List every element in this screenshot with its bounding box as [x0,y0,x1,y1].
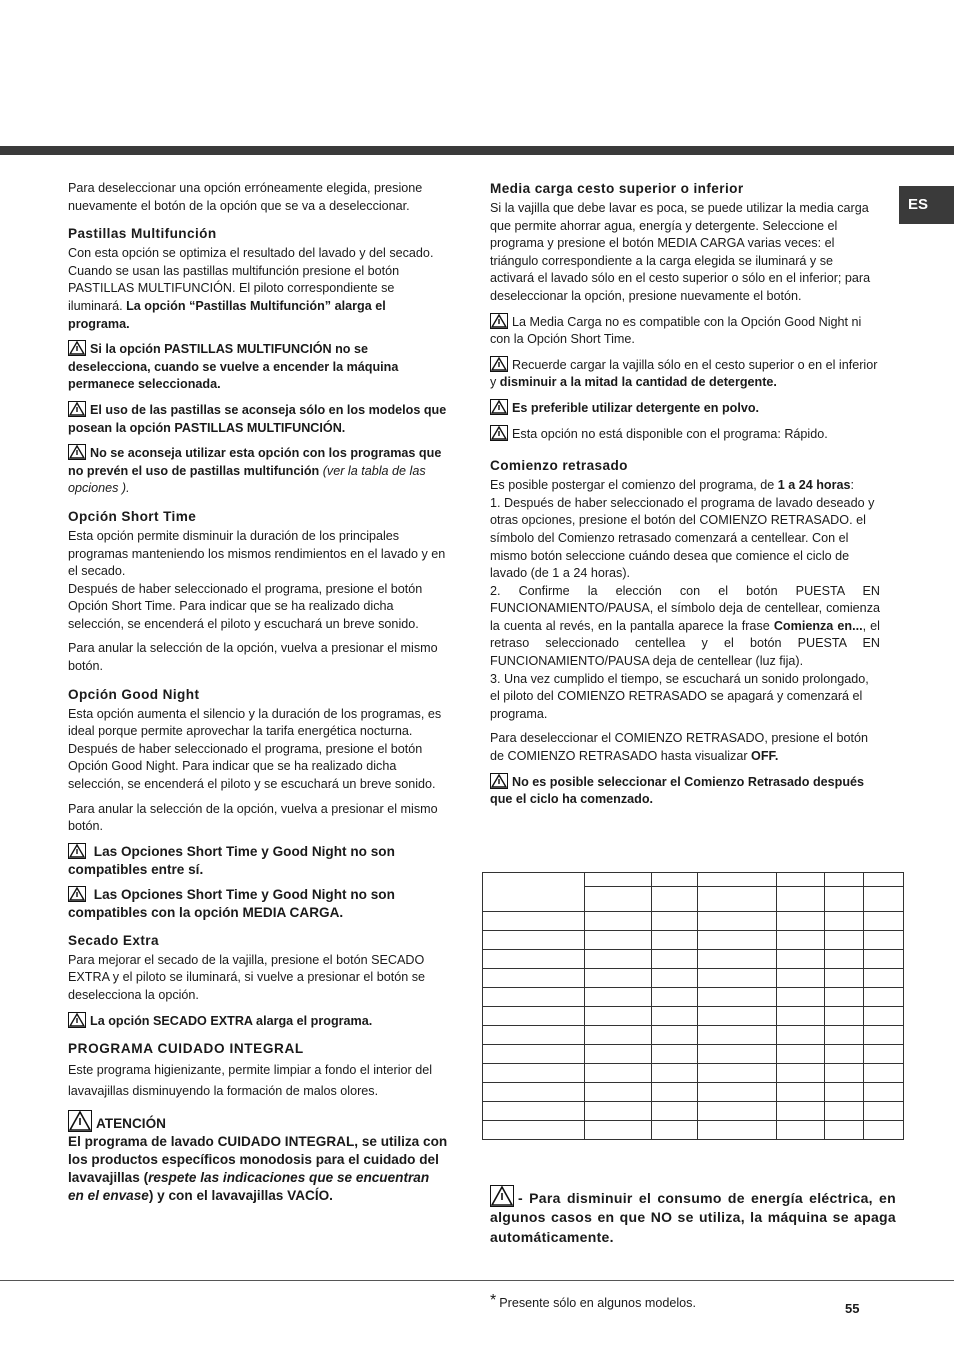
table-cell [825,988,864,1007]
media-carga-warning-4 [490,425,880,444]
table-cell [651,1083,698,1102]
table-cell [864,887,904,912]
table-cell [777,969,825,988]
media-carga-p1: Si la vajilla que debe lavar es poca, se puede utilizar la media carga que permite ahorrar agua, energía y detergente. Seleccione el programa y presione el botón MEDIA CARGA varias veces: el triángulo correspondiente a la carga elegida se iluminará y se activará el lavado sólo en el cesto superior o sólo en el inferior; para deseleccionar la opción, presione nuevamente el botón. [490,201,871,303]
cuidado-attention [68,1110,448,1133]
table-cell [825,950,864,969]
pastillas-p2 [68,263,448,333]
media-carga-warning-4-text: Esta opción no está disponible con el programa: Rápido. [512,426,828,441]
table-cell [825,873,864,887]
table-cell [651,1064,698,1083]
cuidado-p1: Este programa higienizante, permite limpiar a fondo el interior del lavavajillas disminuyendo la formación de malos olores. [68,1063,433,1099]
table-row [483,1045,904,1064]
short-time-p3: Para anular la selección de la opción, vuelva a presionar el mismo botón. [68,641,438,674]
pastillas-warning-1 [68,340,448,394]
table-cell [777,988,825,1007]
table-header-row [483,873,904,887]
table-cell [483,1121,585,1140]
comienzo-step-2-end: , el retraso seleccionado centellea y el botón PUESTA EN FUNCIONAMIENTO/PAUSA deja de centellear (luz fija). [490,618,880,669]
table-cell [825,1026,864,1045]
table-cell [825,1007,864,1026]
table-cell [698,873,777,887]
warning-icon [68,843,86,859]
table-cell [777,1007,825,1026]
table-cell [651,988,698,1007]
media-carga-warning-2-bold: disminuir a la mitad la cantidad de detergente. [499,375,777,390]
table-cell [864,912,904,931]
table-cell [864,988,904,1007]
warning-icon [490,425,508,441]
table-cell [651,1045,698,1064]
warning-icon [490,1185,514,1207]
table-cell [584,1064,651,1083]
pastillas-warning-3-italic: (ver la tabla de las opciones ). [68,463,426,496]
page-number: 55 [845,1301,860,1316]
table-cell [584,887,651,912]
table-cell [651,912,698,931]
table-cell [483,1083,585,1102]
table-cell [651,873,698,887]
table-row [483,1083,904,1102]
table-cell [651,1007,698,1026]
comienzo-step-2-text: 2. Confirme la elección con el botón PUESTA EN FUNCIONAMIENTO/PAUSA, el símbolo deja de centellear, comienza la cuenta al revés, en la pantalla aparece la frase [490,583,880,633]
comienzo-p1-text: Es posible postergar el comienzo del programa, de [490,478,775,493]
table-cell [483,873,585,912]
secado-p1: Para mejorar el secado de la vajilla, presione el botón SECADO EXTRA y el piloto se iluminará, si vuelve a presionar el botón se deselecciona la opción. [68,952,426,1002]
table-cell [483,950,585,969]
table-cell [777,912,825,931]
cuidado-p2-text: El programa de lavado CUIDADO INTEGRAL, se utiliza con los productos específicos monodosis para el cuidado del lavavajillas ( [68,1134,448,1186]
table-cell [698,1102,777,1121]
pastillas-warning-2 [68,401,448,437]
table-cell [584,1083,651,1102]
good-night-warning-2 [68,886,448,922]
table-cell [777,1064,825,1083]
pastillas-p2-text: Cuando se usan las pastillas multifunción presione el botón PASTILLAS MULTIFUNCIÓN. El piloto correspondiente se iluminará. [68,263,400,313]
table-cell [651,1026,698,1045]
comienzo-warning [490,773,880,809]
good-night-warning-1 [68,843,448,879]
table-cell [864,1064,904,1083]
table-cell [698,950,777,969]
warning-icon [68,1012,86,1028]
table-row [483,1064,904,1083]
comienzo-step-3: 3. Una vez cumplido el tiempo, se escuchará un sonido prolongado, el piloto del COMIENZO RETRASADO se apagará y comenzará el programa. [490,671,869,721]
comienzo-p2-text: Para deseleccionar el COMIENZO RETRASADO, presione el botón de COMIENZO RETRASADO hasta visualizar [490,731,868,764]
table-cell [584,1045,651,1064]
warning-icon [490,356,508,372]
table-cell [698,912,777,931]
pastillas-p1: Con esta opción se optimiza el resultado del lavado y del secado. [68,246,434,261]
table-cell [651,887,698,912]
good-night-p3: Para anular la selección de la opción, vuelva a presionar el mismo botón. [68,801,438,834]
media-carga-warning-1 [490,313,880,349]
table-cell [777,1026,825,1045]
table-cell [698,887,777,912]
energy-warning-text: - Para disminuir el consumo de energía eléctrica, en algunos casos en que NO se utiliza, la máquina se apaga automáticamente. [490,1190,896,1245]
table-cell [698,1083,777,1102]
table-cell [777,1083,825,1102]
language-tab: ES [899,186,954,224]
options-table [482,872,904,1140]
table-cell [584,950,651,969]
table-cell [651,1121,698,1140]
attention-label: ATENCIÓN [96,1116,166,1132]
table-cell [698,1064,777,1083]
footnote-star: * [490,1292,497,1309]
table-cell [777,950,825,969]
table-row [483,1102,904,1121]
table-row [483,1121,904,1140]
table-cell [698,1121,777,1140]
warning-icon [68,1110,92,1132]
table-cell [584,931,651,950]
table-cell [864,1121,904,1140]
warning-icon [490,313,508,329]
table-cell [584,1121,651,1140]
good-night-p2: Después de haber seleccionado el programa, presione el botón Opción Good Night. Para indicar que se ha realizado dicha selección, se encenderá el piloto y se escuchará un breve sonido. [68,741,436,792]
table-cell [483,969,585,988]
table-cell [777,1045,825,1064]
header-bar [0,146,954,155]
cuidado-p2 [68,1133,448,1205]
table-cell [864,1007,904,1026]
table-cell [651,1102,698,1121]
table-row [483,1026,904,1045]
table-cell [483,1064,585,1083]
pastillas-heading: Pastillas Multifunción [68,226,217,242]
table-cell [698,1045,777,1064]
table-cell [584,1007,651,1026]
table-cell [483,1026,585,1045]
warning-icon [68,444,86,460]
pastillas-p2-bold: La opción “Pastillas Multifunción” alarga el programa. [68,298,386,331]
table-cell [698,1026,777,1045]
short-time-p1: Esta opción permite disminuir la duración de los principales programas manteniendo los mismos rendimientos en el lavado y en el secado. [68,528,446,579]
table-cell [777,1102,825,1121]
pastillas-warning-3 [68,444,448,498]
table-cell [864,873,904,887]
table-cell [483,1007,585,1026]
table-cell [584,1102,651,1121]
comienzo-step-2 [490,583,880,671]
intro-paragraph: Para deseleccionar una opción erróneamente elegida, presione nuevamente el botón de la opción que se va a deseleccionar. [68,181,423,213]
comienzo-p2 [490,730,880,765]
good-night-p1: Esta opción aumenta el silencio y la duración de los programas, es ideal porque permite aprovechar la tarifa energética nocturna. [68,706,442,739]
table-cell [584,988,651,1007]
table-cell [651,969,698,988]
table-cell [777,931,825,950]
warning-icon [490,773,508,789]
short-time-heading: Opción Short Time [68,508,197,524]
table-cell [584,969,651,988]
table-cell [825,912,864,931]
table-cell [584,1026,651,1045]
secado-warning [68,1012,448,1031]
table-row [483,1007,904,1026]
short-time-p2: Después de haber seleccionado el programa, presione el botón Opción Short Time. Para indicar que se ha realizado dicha selección, se encenderá el piloto y escuchará un breve sonido. [68,581,423,631]
table-cell [825,969,864,988]
table-cell [698,988,777,1007]
comienzo-p1-bold: 1 a 24 horas [777,478,851,493]
comienzo-step-1: 1. Después de haber seleccionado el programa de lavado deseado y otras opciones, presione el botón del COMIENZO RETRASADO. el símbolo del Comienzo retrasado comenzará a centellear. Con el mismo botón seleccione cuándo desea que comience el ciclo de lavado (de 1 a 24 horas). [490,495,875,581]
table-cell [864,1026,904,1045]
comienzo-heading: Comienzo retrasado [490,458,628,474]
table-row [483,969,904,988]
table-cell [864,950,904,969]
media-carga-warning-2-text: Recuerde cargar la vajilla sólo en el cesto superior o en el inferior y [490,357,878,390]
table-row [483,950,904,969]
footnote [490,1292,696,1310]
energy-warning [490,1185,896,1247]
cuidado-heading: PROGRAMA CUIDADO INTEGRAL [68,1041,304,1057]
warning-icon [68,340,86,356]
table-cell [825,887,864,912]
comienzo-step-2-bold: Comienza en... [773,618,863,633]
table-cell [483,931,585,950]
table-cell [698,1007,777,1026]
secado-warning-text: La opción SECADO EXTRA alarga el programa. [90,1013,373,1028]
media-carga-warning-1-text: La Media Carga no es compatible con la Opción Good Night ni con la Opción Short Time. [490,314,862,347]
good-night-heading: Opción Good Night [68,686,200,702]
table-cell [584,873,651,887]
table-cell [777,1121,825,1140]
comienzo-p1-colon: : [850,478,855,493]
table-cell [825,1064,864,1083]
table-cell [651,931,698,950]
comienzo-p2-bold: OFF. [751,749,779,764]
table-cell [777,873,825,887]
table-cell [483,1045,585,1064]
comienzo-warning-text: No es posible seleccionar el Comienzo Retrasado después que el ciclo ha comenzado. [490,774,865,807]
warning-icon [68,886,86,902]
warning-icon [68,401,86,417]
pastillas-warning-3-text: No se aconseja utilizar esta opción con los programas que no prevén el uso de pastillas multifunción [68,446,442,478]
table-cell [825,1083,864,1102]
table-cell [777,887,825,912]
comienzo-p1 [490,477,880,495]
media-carga-warning-2 [490,356,880,392]
table-cell [698,931,777,950]
media-carga-warning-3-text: Es preferible utilizar detergente en polvo. [512,400,760,415]
table-cell [483,988,585,1007]
table-cell [825,931,864,950]
cuidado-p2-italic: respete las indicaciones que se encuentran en el envase [68,1170,430,1204]
right-column [490,180,880,816]
footnote-text: Presente sólo en algunos modelos. [499,1296,696,1310]
table-cell [698,969,777,988]
footer-rule [0,1280,954,1281]
table-cell [864,1102,904,1121]
good-night-warning-2-text: Las Opciones Short Time y Good Night no son compatibles con la opción MEDIA CARGA. [68,886,395,920]
left-column [68,180,448,1212]
table-cell [864,969,904,988]
media-carga-heading: Media carga cesto superior o inferior [490,181,744,196]
table-row [483,988,904,1007]
table-cell [864,1083,904,1102]
table-cell [825,1121,864,1140]
table-cell [825,1102,864,1121]
table-cell [483,1102,585,1121]
table-cell [864,931,904,950]
table-row [483,931,904,950]
table-cell [825,1045,864,1064]
warning-icon [490,399,508,415]
cuidado-p2-end: ) y con el lavavajillas VACÍO. [148,1188,333,1204]
table-cell [584,912,651,931]
pastillas-warning-1-text: Si la opción PASTILLAS MULTIFUNCIÓN no se deselecciona, cuando se vuelve a encender la máquina permanece seleccionada. [68,342,399,392]
table-row [483,912,904,931]
secado-heading: Secado Extra [68,932,159,948]
good-night-warning-1-text: Las Opciones Short Time y Good Night no son compatibles entre sí. [68,843,395,877]
media-carga-warning-3 [490,399,880,418]
table-cell [651,950,698,969]
table-cell [864,1045,904,1064]
pastillas-warning-2-text: El uso de las pastillas se aconseja sólo en los modelos que posean la opción PASTILLAS MULTIFUNCIÓN. [68,402,447,435]
table-cell [483,912,585,931]
